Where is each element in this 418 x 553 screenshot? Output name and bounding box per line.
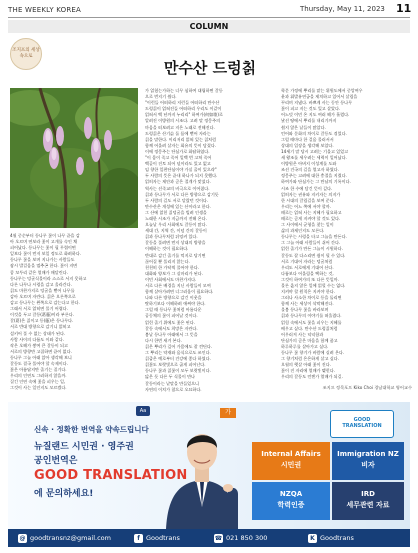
article-text-line: 가 얽혔는가하는 너무 심하여 대립하면 갈등	[145, 88, 223, 93]
article-text-line: 역사는 선죽교의 비극으로 이어졌다.	[145, 185, 210, 191]
article-text-line: 꾸리며 지냈다. 바쁘게 사는 동안 등나무	[281, 100, 353, 106]
article-text-line: 그것이 하여가의 또 다른 뜻일까.	[281, 276, 339, 282]
contact-email	[18, 529, 111, 547]
wisteria-photo	[10, 88, 138, 228]
article-text-line: 갈등이라는 낱말을 만들었으니	[145, 380, 200, 386]
service-tile-subtitle: 비자	[361, 461, 375, 469]
phone-icon: ☎	[214, 534, 223, 542]
article-text-line: 으로 번지기 쉽다.	[145, 94, 177, 100]
article-text-line: 그 향기처럼 은은하게 살고 싶다.	[281, 356, 339, 362]
article-text-line: 얽히자는 권유와 지키자는 의지가	[281, 191, 341, 197]
article-text-line: 등나무 꽃 향기가 바람에 실려 온다.	[281, 350, 345, 356]
article-text-line: 백골이 진토 되어 넋이라도 있고 없고	[145, 161, 211, 167]
article-text-line: 오늘날 우리 사회에도 갈등이 많다.	[145, 222, 207, 228]
article-text-line: 얽혀서 백 년까지 누리리" 하여가(何如歌)로	[145, 112, 223, 118]
translate-icon: Aa	[136, 406, 150, 416]
article-text-line: 그러나 사소한 차이로 등을 돌리면	[281, 295, 342, 301]
article-text-line: 이해하는 것이 필요하다.	[145, 246, 189, 252]
ad-brand-name: GOOD TRANSLATION	[34, 468, 188, 483]
article-text-line: 드렁칡이 얽혀진들 어떠하리 우리도 이같이	[145, 106, 222, 112]
article-text-line: 자연의 이치가 참으로 오묘하다.	[145, 386, 202, 392]
article-text-line: 이에 정몽주는 단심가로 화답하였다.	[145, 148, 210, 154]
article-text-line: 봄날 등나무 아래에서 그 뜻을	[145, 331, 198, 337]
article-text-line: 드렁칡은 산기슭 돌 틈에 뻗어 자라는	[145, 130, 211, 136]
article-text-line: 나와 다른 방향으로 감긴 이웃을	[145, 295, 202, 301]
article-text-line: 물론 옳지 않은 일에 얽힐 수는 없다.	[281, 283, 346, 288]
article-title: 만수산 드렁칡	[163, 59, 257, 77]
article-text-line: 갈등을 풀려면 먼저 상대의 방향을	[145, 240, 206, 246]
businessman-photo	[158, 412, 246, 529]
article-text-line: 갈등도 결국 풀어야 할 숙제이다.	[10, 360, 68, 366]
article-text-line: 작은 오해가 쌓여 큰 갈등이 되고	[10, 342, 68, 348]
article-text-line: 다툼보다 어울림을 택하는 것,	[281, 270, 334, 276]
article-text-line: 등나무 그늘 아래 앉아 생각해 보니	[10, 354, 72, 360]
article-text-line: 설키어 풀 수 없는 상태가 된다.	[10, 330, 66, 336]
publication-name: THE WEEKLY KOREA	[8, 6, 82, 14]
article-text-line: 오월의 햇살 아래 꽃이 진다.	[281, 362, 332, 368]
article-text-line: 갈(葛)은 칡이고 등(藤)은 등나무다.	[10, 318, 74, 324]
article-text-line: 이것을 두고 갈등(葛藤)이라 부른다.	[10, 312, 75, 318]
service-tile-subtitle: 시민권	[280, 461, 302, 469]
contact-social-text: Goodtrans	[146, 534, 180, 542]
article-text-line: 우리의 인연도 그러하지 않을까.	[10, 373, 67, 379]
hangul-badge: 가	[220, 408, 236, 418]
column-logo	[10, 38, 42, 70]
column-logo-text: 조지프의 세상속으로	[12, 48, 40, 59]
header-divider	[8, 17, 410, 18]
ad-logo	[330, 410, 394, 438]
article-text-line: 조선 건국의 길을 열고자 하였다.	[281, 167, 339, 173]
article-column-2	[145, 88, 275, 392]
article-text-line: 서로 반대 방향으로 감기니 얽히고	[10, 324, 71, 330]
article-text-line: 감고 등나무는 왼쪽으로 감는다고 한다.	[10, 300, 80, 306]
article-text-line: 갈등 속에서도 희망은 자란다.	[145, 325, 198, 331]
article-text-line: 때로는 얽혀 사는 지혜가 필요하고	[281, 209, 342, 215]
article-text-line: 삶의 과제인지도 모른다.	[281, 228, 325, 234]
article-text-line: 반대로 감긴 줄기를 억지로 당기면	[145, 252, 206, 258]
article-text-line: 갈등도 잘 다스리면 쉼이 될 수 있다.	[281, 252, 346, 258]
masthead	[0, 0, 418, 36]
article-text-line: 만수산은 개성에 있는 산이라고 한다.	[145, 203, 211, 209]
article-text-line: 얽힌 줄기 위에도 꽃은 핀다.	[145, 319, 196, 325]
contact-phone	[214, 529, 267, 547]
article-text-line: 우리도 서로에게 기대어 산다.	[281, 264, 334, 270]
article-text-line: 그것이 사는 일인지도 모르겠다.	[10, 385, 67, 391]
article-text-line: 질긴 인연 속에 꽃을 피우는 일,	[10, 379, 66, 385]
article-text-line: 잠시 발걸음을 멈추곤 한다. 꽃이 지면	[10, 263, 78, 269]
article-text-line: 대화와 양보가 그 실마리가 된다.	[145, 270, 203, 276]
ad-headline-1: 뉴질랜드 시민권 · 영주권	[34, 442, 134, 452]
ad-call-to-action: 에 문의하세요!	[34, 489, 94, 499]
article-text-line: 얽힌 줄기가 만든 그늘이 시원하다.	[281, 246, 343, 252]
article-text-line: 그 뿌리는 약재와 음식으로도 쓰인다.	[145, 350, 211, 356]
article-text-line: 두 사람의 길도 서로 달랐던 것이다.	[145, 197, 209, 203]
article-text-line: 등나무는 덩굴식물이라 스스로 서지 못하고	[10, 275, 87, 281]
article-text-line: 감아 오르며 자란다. 칡은 오른쪽으로	[10, 293, 76, 299]
service-tile-subtitle: 세무관련 자료	[346, 501, 390, 509]
article-text-line: 칡과 등나무처럼 뒤엉켜 있다.	[145, 234, 198, 240]
article-text-line: 서로의 방향만 고집하면 끝이 없다.	[10, 348, 72, 354]
article-text-line: "이 몸이 죽고 죽어 일백 번 고쳐 죽어	[145, 155, 212, 161]
article-text-line: 아 오르며 연보라 꽃이 고개를 숙인 채	[10, 239, 78, 245]
article-text-line: 사람 사이의 다툼도 이와 같다.	[10, 336, 64, 342]
article-text-line: 잎보다 꽃이 먼저 보일 정도로 화려하다.	[10, 251, 82, 257]
article-text-line: 등나무 꽃과 칡꽃이 모두 보랏빛이다.	[145, 368, 211, 374]
article-text-line: 하여가와 단심가는 그 만남의 기록이다.	[281, 179, 351, 185]
author-byline: 조지프 정목포프 Kiko Choi 경남대학교 영어교수	[322, 385, 412, 390]
article-text-line: 칡을 말한다. 이리저리 얽혀 있는 칡처럼	[145, 136, 217, 142]
article-text-line: 등나무는 시렁을 타고 그늘을 만든다.	[281, 234, 347, 240]
article-text-line: 상대의 입장을 생각해 보았다.	[281, 142, 334, 148]
translation-advertisement	[8, 402, 410, 547]
article-text-line: 끊어질 뿐 풀리지 않는다.	[145, 258, 190, 264]
service-tile-internal-affairs	[252, 442, 330, 480]
ad-tagline: 신속 · 정확한 번역을 약속드립니다	[34, 425, 149, 434]
article-text-line: 서로 다른 배경을 지닌 사람들이 모여	[145, 283, 211, 288]
service-tile-title: IRD	[361, 490, 375, 498]
article-text-line: 그 사이에서 균형을 찾는 일이	[281, 222, 334, 228]
section-label: COLUMN	[8, 20, 410, 33]
article-text-line: 천천히 한 가닥씩 풀어야 한다.	[145, 264, 199, 270]
article-text-line: 탓하기보다 이해하려 애써야 한다.	[145, 301, 206, 307]
ad-contact-bar	[8, 529, 410, 547]
service-tile-ird	[332, 482, 404, 520]
article-text-line: 공동체의 꽃이 피어날 것이다.	[145, 313, 198, 319]
article-text-line: 함께 사는 세상이 삭막해진다.	[281, 301, 334, 307]
service-tile-nzqa	[252, 482, 330, 520]
article-text-line: 학문 가정에 뿌리를 맡는 위원도에서 중앙여우	[281, 88, 363, 93]
article-text-line: 올봄 등나무 꽃을 바라보며	[281, 307, 329, 313]
article-text-line: 그 산에 얽힌 칡덩굴을 빌려 인생을	[145, 209, 207, 215]
article-text-line: 칡과 등나무의 이야기를 떠올렸다.	[281, 313, 342, 319]
article-text-line: 꽃은 아름답지만 줄기는 질기다.	[10, 367, 67, 373]
article-text-line: 언어와 문화의 차이로 갈등도 겪었다.	[281, 130, 347, 136]
article-text-line: 지켜야 할 원칙은 지켜야 한다.	[281, 289, 335, 295]
article-text-line: 마음을 떠보려고 지은 노래로 전해진다.	[145, 124, 215, 130]
article-text-line: 시조 한 수에 담긴 뜻이 깊다.	[281, 185, 333, 191]
article-text-line: 다시 한번 새겨 본다.	[145, 337, 182, 343]
article-text-line: 정몽주는 고려에 대한 충절을 지켰다.	[281, 173, 347, 179]
article-text-line: 이민 사회에서도 마찬가지다.	[145, 276, 197, 282]
service-tile-title: Internal Affairs	[261, 450, 321, 458]
article-text-line: 칡도 마찬가지로 덩굴을 뻗어 나무를	[10, 287, 75, 293]
article-text-line: 4월 중순부터 등나무 꽃이 나무 끝을 감	[10, 233, 80, 238]
contact-email-text: goodtransnz@gmail.com	[30, 534, 111, 542]
article-text-line: 하루하루를 살아가고 싶다.	[281, 343, 329, 349]
ad-headline-2: 공인번역은	[34, 456, 78, 466]
article-column-1	[10, 233, 138, 392]
issue-date: Thursday, May 11, 2023	[300, 5, 385, 13]
article-text-line: 닮은 듯 다른 두 식물이 만나	[145, 374, 196, 380]
article-text-line: 칡꽃도 보랏빛으로 곱게 피어난다.	[145, 362, 206, 368]
article-text-line: 어느덧 이민 온 지도 여러 해가 흘렀다.	[281, 112, 350, 118]
article-text-line: 이방원은 아버지 이성계를 도와	[281, 161, 337, 167]
businessman-illustration	[158, 412, 246, 529]
article-text-line: 그럴 때마다 한 걸음 물러서서	[281, 136, 334, 142]
article-text-line: 그래서 서로 얽히면 풀기 어렵다.	[10, 306, 68, 312]
article-text-line: 그럴 때 등나무 꽃처럼 아름다운	[145, 307, 202, 313]
article-text-line: "이런들 어떠하리 저런들 어떠하리 만수산	[145, 100, 220, 106]
article-text-line: 우리의 갈등도 언젠가 열매가 되길.	[281, 374, 343, 380]
article-text-line: 그 그늘 아래 사람들이 쉬어 간다.	[281, 240, 341, 246]
article-text-line: 새 왕조를 세우려는 세력이 일어났다.	[281, 155, 347, 161]
article-text-line: 노래한 시조가 지금까지 전해 온다.	[145, 215, 207, 221]
article-text-line: 낯선 땅에서 뿌리를 내리기까지	[281, 118, 337, 124]
service-tile-subtitle: 학력인증	[277, 501, 305, 509]
article-text-line: 서로 기대어 자라는 덩굴처럼	[281, 258, 333, 264]
article-text-line: 임 향한 일편단심이야 가실 줄이 있으랴"	[145, 167, 217, 173]
article-text-line: 칡즙은 예로부터 건강에 좋다 하였다.	[145, 356, 211, 362]
kakao-icon: K	[308, 534, 317, 543]
email-icon: @	[19, 534, 26, 542]
article-text-line: 단심가의 곧은 마음을 함께 품고	[281, 337, 338, 343]
article-text-line: 두 사람의 뜻은 끝내 하나가 되지 못했다.	[145, 173, 218, 179]
article-text-line: 칡은 뿌리가 깊어 가뭄에도 잘 견딘다.	[145, 343, 213, 349]
service-tile-title: NZQA	[279, 490, 303, 498]
article-text-line: 등나무 꽃을 보며 지나가는 사람들도	[10, 257, 75, 263]
article-text-line: 한 시대의 갈림길을 보여 준다.	[281, 197, 335, 203]
page-number: 11	[396, 2, 412, 15]
article-text-line: 피어났다. 등나무는 꽃이 필 무렵이면	[10, 245, 76, 251]
article-text-line: 꽃이 진 자리에 열매가 맺힌다.	[281, 368, 335, 374]
ad-logo-line-2: TRANSLATION	[342, 423, 382, 429]
article-text-line: 때로는 곧게 지켜야 할 것도 있다.	[281, 215, 341, 221]
ad-logo-line-1: GOOD	[353, 417, 371, 423]
facebook-icon: f	[134, 534, 143, 543]
article-text-line: 얽힘 속에서도 꽃을 피우는 지혜를	[281, 319, 342, 325]
article-text-line: 우리는 어느 쪽에 서야 할까.	[281, 203, 332, 209]
article-text-line: 칡과 등나무가 서로 다른 방향으로 감기듯	[145, 191, 219, 197]
article-text-line: 세대 간, 지역 간, 이념 간의 갈등이	[145, 228, 207, 234]
service-tile-immigration	[332, 442, 404, 480]
article-column-3	[281, 88, 411, 384]
article-text-line: 쉽지 않은 날들이 많았다.	[281, 124, 326, 130]
article-text-line: 콩 꼬투리 같은 열매가 매달린다.	[10, 269, 68, 275]
contact-kakao-text: Goodtrans	[320, 534, 354, 542]
article-text-line: 어우러져 사는 넉넉함과	[281, 331, 324, 337]
article-text-line: 꽃이 피고 지는 것도 잊고 살았다.	[281, 106, 341, 112]
contact-kakao	[308, 529, 354, 547]
contact-social	[134, 529, 180, 547]
article-text-line: 얽히자는 제안과 곧은 절개가 맞섰다.	[145, 179, 211, 185]
article-text-line: 다른 나무나 시렁을 감고 올라간다.	[10, 281, 72, 287]
contact-phone-text: 021 850 300	[226, 534, 268, 542]
wisteria-illustration	[10, 88, 138, 228]
article-text-line: 윤과 휘발유연궁을 제치하고 있어서 살림을	[281, 94, 358, 100]
article-text-line: 14세기 말 당시 고려는 기울고 있었고	[281, 148, 349, 154]
service-tile-title: Immigration NZ	[337, 450, 399, 458]
article-text-line: 알려진 이방원의 시조다. 고려 말 정몽주의	[145, 118, 221, 124]
article-text-line: 함께 어울려 살자는 회유의 뜻이 담겼다.	[145, 142, 217, 148]
article-text-line: 배우고 싶다. 만수산 드렁칡처럼	[281, 325, 338, 331]
article-text-line: 함께 살아가려면 너그러움이 필요하다.	[145, 289, 214, 295]
